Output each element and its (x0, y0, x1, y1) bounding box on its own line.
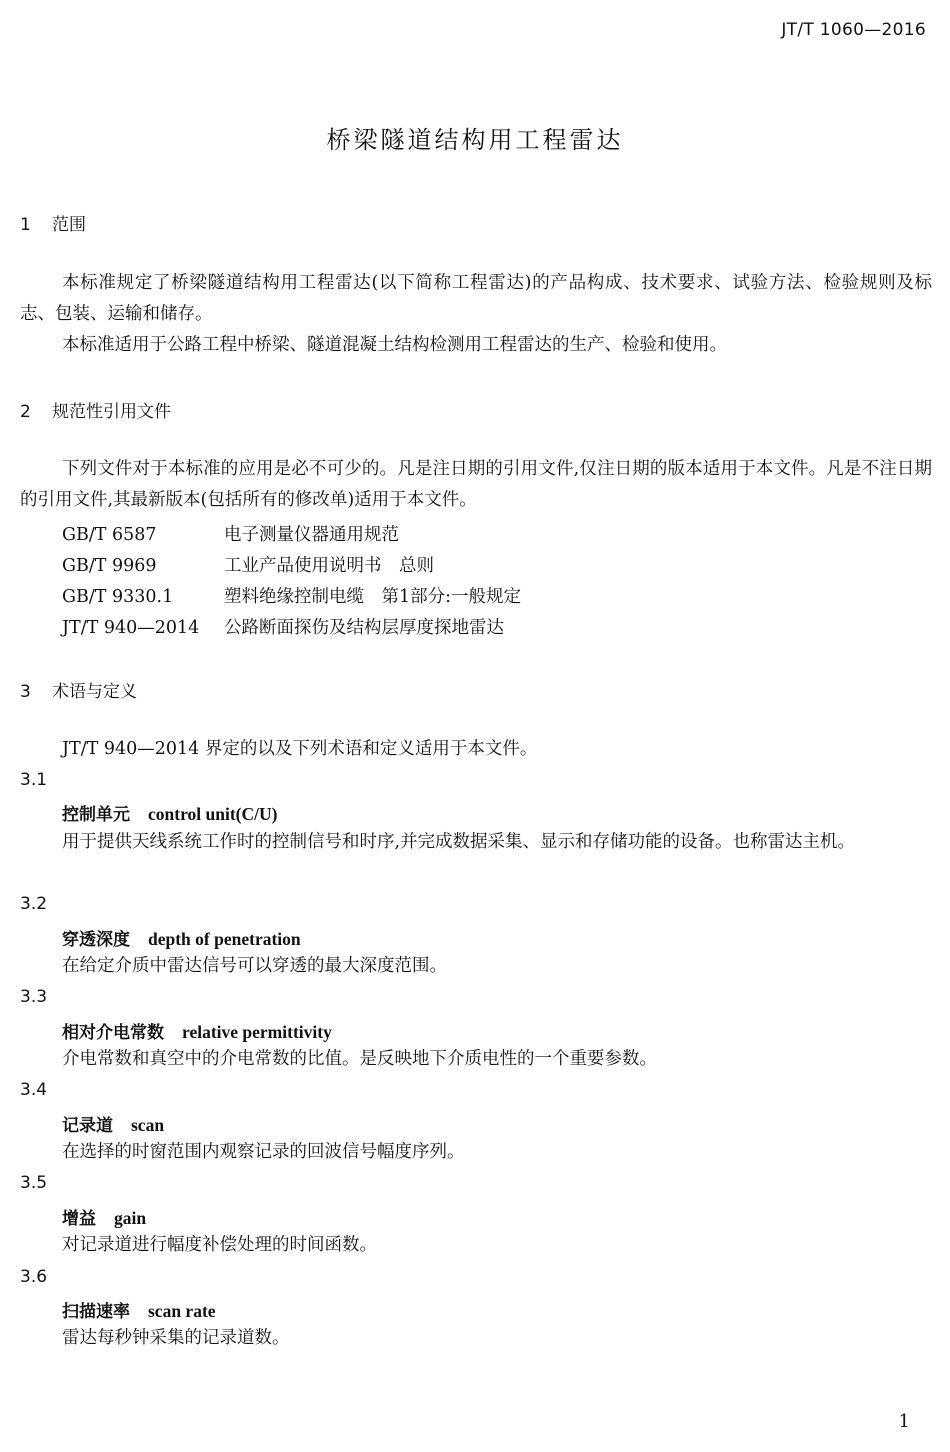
term-definition: 在给定介质中雷达信号可以穿透的最大深度范围。 (62, 956, 447, 976)
section-number: 3 (20, 682, 31, 702)
term-name-en: control unit(C/U) (148, 804, 278, 824)
term-definition: 介电常数和真空中的介电常数的比值。是反映地下介质电性的一个重要参数。 (62, 1049, 657, 1069)
reference-row (62, 552, 434, 577)
paragraph: 本标准适用于公路工程中桥梁、隧道混凝土结构检测用工程雷达的生产、检验和使用。 (62, 335, 727, 355)
reference-code: JT/T 940—2014 (62, 618, 200, 638)
term-number: 3.2 (20, 894, 48, 914)
section-heading-scope (20, 210, 86, 235)
document-code: JT/T 1060—2016 (781, 20, 926, 40)
reference-title: 工业产品使用说明书 总则 (224, 556, 434, 576)
term-name-en: scan (131, 1115, 165, 1135)
paragraph: 下列文件对于本标准的应用是必不可少的。凡是注日期的引用文件,仅注日期的版本适用于本文件。凡是不注日期的引用文件,其最新版本(包括所有的修改单)适用于本文件。 (20, 459, 932, 510)
term-name-en: gain (114, 1208, 147, 1228)
paragraph: JT/T 940—2014 界定的以及下列术语和定义适用于本文件。 (62, 739, 538, 759)
reference-title: 塑料绝缘控制电缆 第1部分:一般规定 (224, 587, 522, 607)
term-name-en: depth of penetration (148, 929, 301, 949)
term-heading (62, 1297, 216, 1322)
term-definition: 在选择的时窗范围内观察记录的回波信号幅度序列。 (62, 1142, 465, 1162)
term-name-en: relative permittivity (182, 1022, 332, 1042)
term-name-zh: 控制单元 (62, 805, 130, 825)
term-heading (62, 1111, 164, 1136)
term-name-zh: 增益 (62, 1209, 96, 1229)
section-title: 范围 (52, 215, 86, 235)
section-heading-terms-and-definitions (20, 677, 137, 702)
term-name-zh: 穿透深度 (62, 930, 130, 950)
term-name-zh: 扫描速率 (62, 1302, 130, 1322)
term-heading (62, 1204, 146, 1229)
term-number: 3.6 (20, 1267, 48, 1287)
term-number: 3.4 (20, 1080, 48, 1100)
section-heading-normative-references (20, 397, 171, 422)
term-name-zh: 记录道 (62, 1116, 113, 1136)
section-number: 2 (20, 402, 31, 422)
term-name-en: scan rate (148, 1301, 216, 1321)
section-title: 术语与定义 (52, 682, 137, 702)
section-title: 规范性引用文件 (52, 402, 171, 422)
term-definition: 雷达每秒钟采集的记录道数。 (62, 1328, 290, 1348)
page-number: 1 (898, 1411, 910, 1432)
term-heading (62, 1018, 332, 1043)
reference-row (62, 583, 521, 608)
paragraph: 本标准规定了桥梁隧道结构用工程雷达(以下简称工程雷达)的产品构成、技术要求、试验方法、检验规则及标志、包装、运输和储存。 (20, 273, 932, 324)
term-heading (62, 800, 277, 825)
reference-code: GB/T 9969 (62, 556, 157, 576)
term-definition: 用于提供天线系统工作时的控制信号和时序,并完成数据采集、显示和存储功能的设备。也称雷达主机。 (62, 832, 856, 852)
reference-code: GB/T 6587 (62, 525, 157, 545)
term-name-zh: 相对介电常数 (62, 1023, 164, 1043)
reference-title: 电子测量仪器通用规范 (224, 525, 399, 545)
document-title: 桥梁隧道结构用工程雷达 (326, 126, 624, 154)
reference-row (62, 614, 504, 639)
term-definition: 对记录道进行幅度补偿处理的时间函数。 (62, 1235, 377, 1255)
reference-row (62, 521, 399, 546)
reference-title: 公路断面探伤及结构层厚度探地雷达 (224, 618, 504, 638)
term-number: 3.1 (20, 770, 48, 790)
term-number: 3.3 (20, 987, 48, 1007)
section-number: 1 (20, 215, 31, 235)
reference-code: GB/T 9330.1 (62, 587, 174, 607)
term-number: 3.5 (20, 1173, 48, 1193)
term-heading (62, 925, 301, 950)
